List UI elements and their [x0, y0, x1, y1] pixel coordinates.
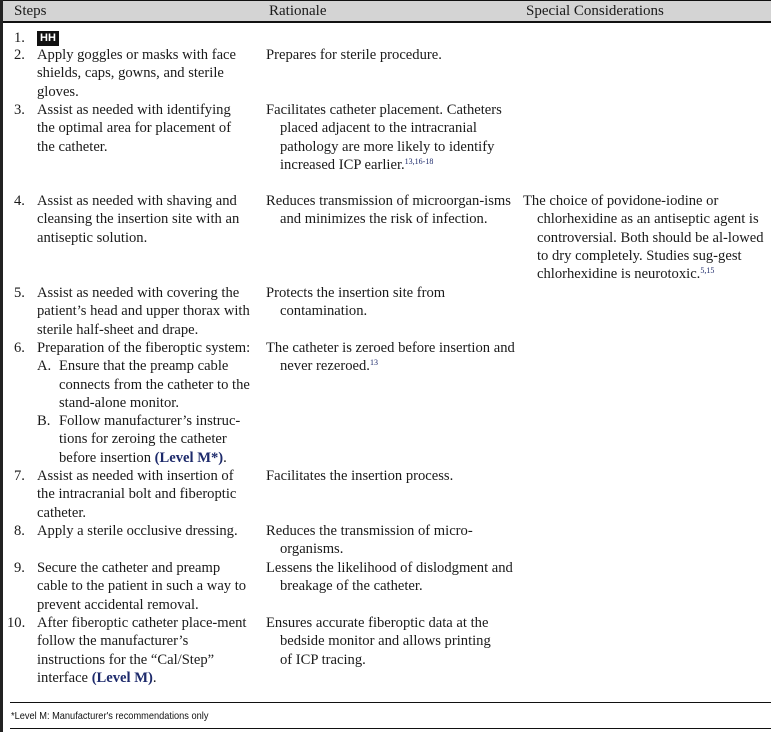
step-number: 3. [14, 102, 25, 118]
rationale-text: Ensures accurate fiberoptic data at the bedside monitor and allows printing of ICP tracing. [266, 615, 491, 668]
header-steps: Steps [14, 3, 47, 19]
rationale-text: Reduces transmission of microorgan-isms and minimizes the risk of infection. [266, 193, 511, 228]
step-number: 4. [14, 193, 25, 209]
rationale-cell [266, 101, 525, 174]
step-number: 2. [14, 47, 25, 63]
reference-superscript: 5,15 [700, 266, 715, 276]
step-text: Preparation of the fiberoptic system: [37, 340, 251, 356]
header-special-considerations: Special Considerations [526, 3, 664, 19]
punctuation: . [152, 669, 157, 686]
rationale-text: The catheter is zeroed before insertion and never rezeroed. [266, 340, 515, 375]
step-number: 10. [7, 615, 26, 631]
rationale-cell [266, 339, 525, 376]
step-text: Assist as needed with identifying the optimal area for placement of the catheter. [37, 102, 232, 155]
footnote-bottom-rule [10, 728, 771, 729]
rationale-text: Protects the insertion site from contamination. [266, 285, 446, 320]
substep-letter: A. [37, 358, 52, 375]
step-number: 6. [14, 340, 25, 356]
left-border-bar [0, 0, 3, 732]
step-number: 9. [14, 560, 25, 576]
step-text: Assist as needed with covering the patient’s head and upper thorax with sterile half-sheet and drape. [37, 285, 250, 338]
evidence-level: (Level M) [91, 669, 153, 686]
step-number: 7. [14, 468, 25, 484]
step-text: Assist as needed with insertion of the intracranial bolt and fiberoptic catheter. [37, 468, 237, 521]
substep-letter: B. [37, 413, 51, 430]
step-number: 1. [14, 30, 25, 46]
step-text: Assist as needed with shaving and cleansing the insertion site with an antiseptic solution. [37, 193, 240, 246]
substep-b [37, 412, 252, 467]
consideration-text: The choice of povidone-iodine or chlorhexidine as an antiseptic agent is controversial. Both should be al-lowed to dry completely. Studies sug-gest chlorhexidine is neurotoxic. [523, 193, 764, 283]
step-text: After fiberoptic catheter place-ment follow the manufacturer’s instructions for the “Cal/Step” interface [37, 615, 247, 686]
step-text: Apply goggles or masks with face shields, caps, gowns, and sterile gloves. [37, 47, 237, 100]
step-text: Secure the catheter and preamp cable to the patient in such a way to prevent accidental removal. [37, 560, 247, 613]
rationale-text: Prepares for sterile procedure. [266, 47, 442, 63]
header-rationale: Rationale [269, 3, 327, 19]
rationale-text: Facilitates the insertion process. [266, 468, 454, 484]
step-text: Apply a sterile occlusive dressing. [37, 523, 238, 539]
evidence-level: (Level M*) [154, 449, 224, 466]
reference-superscript: 13 [369, 358, 378, 368]
punctuation: . [223, 449, 227, 466]
substep-text: Follow manufacturer’s instruc-tions for zeroing the catheter before insertion [59, 413, 241, 466]
consideration-cell [523, 192, 771, 283]
step-number: 5. [14, 285, 25, 301]
rationale-text: Lessens the likelihood of dislodgment and breakage of the catheter. [266, 560, 513, 595]
substep-text: Ensure that the preamp cable connects from the catheter to the stand-alone monitor. [59, 358, 250, 411]
footnote-top-rule [10, 702, 771, 703]
rationale-text: Facilitates catheter placement. Catheters placed adjacent to the intracranial pathology are more likely to identify increased ICP earlier. [266, 102, 502, 173]
step-cell [37, 614, 252, 687]
table-header [3, 0, 771, 23]
step-number: 8. [14, 523, 25, 539]
hand-hygiene-icon: HH [37, 31, 59, 46]
substep-a [37, 357, 252, 412]
rationale-text: Reduces the transmission of micro-organisms. [266, 523, 473, 558]
footnote: *Level M: Manufacturer's recommendations only [11, 710, 209, 722]
reference-superscript: 13,16-18 [404, 156, 434, 166]
